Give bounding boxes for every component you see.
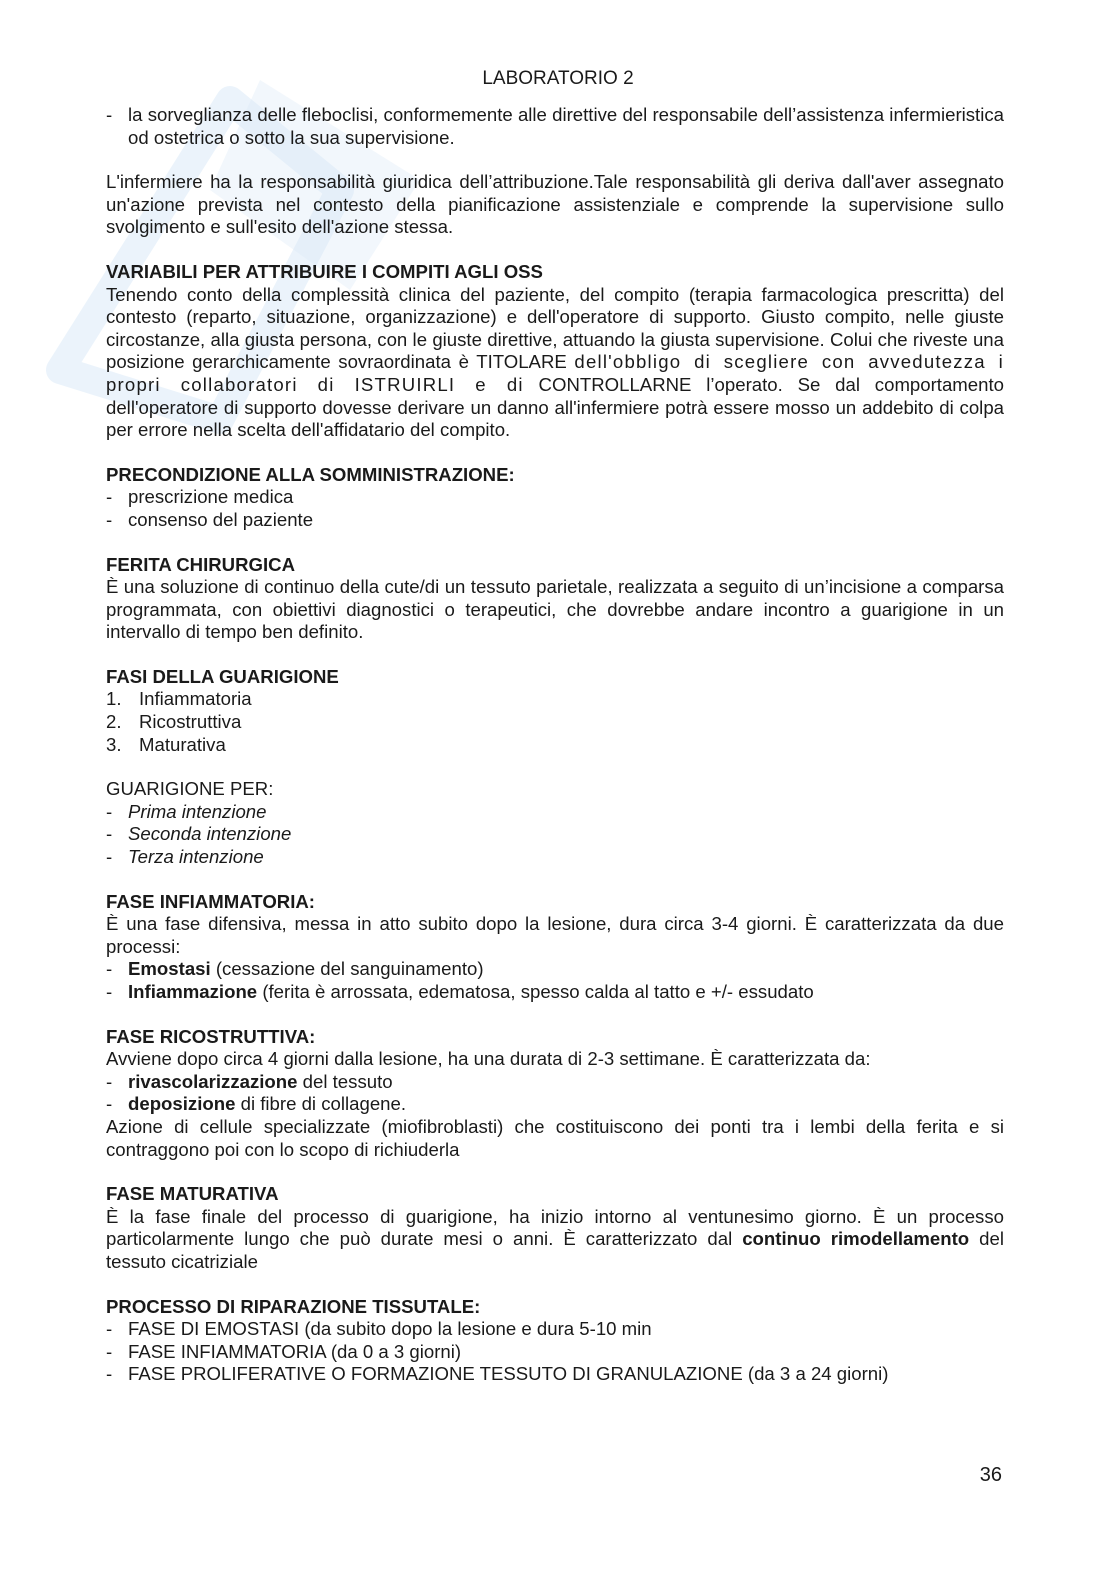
processo-list — [106, 1318, 1004, 1386]
fase-ricostruttiva-text: Avviene dopo circa 4 giorni dalla lesione, ha una durata di 2-3 settimane. È caratterizzata da: — [106, 1048, 871, 1070]
fase-ricostruttiva-list — [106, 1071, 1004, 1116]
list-item: - deposizione di fibre di collagene. — [106, 1093, 407, 1115]
list-item: - Terza intenzione — [106, 846, 264, 868]
list-item: - la sorveglianza delle fleboclisi, conformemente alle direttive del responsabile dell’assistenza infermieristica od ostetrica o sotto la sua supervisione. — [106, 104, 1004, 148]
section-heading-variabili: VARIABILI PER ATTRIBUIRE I COMPITI AGLI OSS — [106, 260, 543, 282]
guarigione-per-label: GUARIGIONE PER: — [106, 778, 274, 800]
list-item: - FASE PROLIFERATIVE O FORMAZIONE TESSUTO DI GRANULAZIONE (da 3 a 24 giorni) — [106, 1363, 889, 1385]
list-item: - FASE DI EMOSTASI (da subito dopo la lesione e dura 5-10 min — [106, 1318, 652, 1340]
section-heading-fase-maturativa: FASE MATURATIVA — [106, 1183, 279, 1205]
precondizione-list — [106, 486, 1004, 531]
responsibility-paragraph: L'infermiere ha la responsabilità giuridica dell’attribuzione.Tale responsabilità gli deriva dall'aver assegnato un'azione prevista nel contesto della pianificazione assistenziale e comprende la supervisione sullo svolgimento e sull'esito dell'azione stessa. — [106, 171, 1004, 238]
section-heading-fase-ricostruttiva: FASE RICOSTRUTTIVA: — [106, 1025, 316, 1047]
list-item: 1. Infiammatoria — [106, 688, 252, 710]
list-item: - FASE INFIAMMATORIA (da 0 a 3 giorni) — [106, 1340, 462, 1362]
list-item: - Seconda intenzione — [106, 823, 292, 845]
fase-maturativa-text: È la fase finale del processo di guarigione, ha inizio intorno al ventunesimo giorno. È un processo particolarmente lungo che può durate mesi o anni. È caratterizzato dal continuo rimodellamento del tessuto cicatriziale — [106, 1205, 1004, 1272]
dash-bullet: - — [106, 104, 113, 125]
list-item: - Infiammazione (ferita è arrossata, edematosa, spesso calda al tatto e +/- essudato — [106, 981, 814, 1002]
intro-list — [106, 104, 1004, 149]
guarigione-per-list — [106, 801, 1004, 869]
list-item: - prescrizione medica — [106, 486, 294, 508]
page-title: LABORATORIO 2 — [482, 68, 634, 89]
list-item: - Prima intenzione — [106, 800, 267, 822]
section-heading-ferita: FERITA CHIRURGICA — [106, 553, 296, 575]
section-heading-fase-infiammatoria: FASE INFIAMMATORIA: — [106, 890, 315, 912]
fase-infiammatoria-text: È una fase difensiva, messa in atto subito dopo la lesione, dura circa 3-4 giorni. È caratterizzata da due processi: — [106, 913, 1004, 957]
list-item: - Emostasi (cessazione del sanguinamento) — [106, 958, 484, 980]
document-body — [106, 104, 1004, 1386]
ferita-text: È una soluzione di continuo della cute/di un tessuto parietale, realizzata a seguito di un’incisione a comparsa programmata, con obiettivi diagnostici o terapeutici, che dovrebbe andare incontro a guarigione in un intervallo di tempo ben definito. — [106, 576, 1004, 643]
fase-infiammatoria-list — [106, 958, 1004, 1003]
section-heading-processo: PROCESSO DI RIPARAZIONE TISSUTALE: — [106, 1295, 481, 1317]
list-item: 2. Ricostruttiva — [106, 711, 242, 733]
list-item: - consenso del paziente — [106, 508, 314, 530]
section-heading-precondizione: PRECONDIZIONE ALLA SOMMINISTRAZIONE: — [106, 463, 515, 485]
section-heading-fasi: FASI DELLA GUARIGIONE — [106, 665, 339, 687]
variabili-text: Tenendo conto della complessità clinica del paziente, del compito (terapia farmacologica prescritta) del contesto (reparto, situazione, organizzazione) e dell'operatore di supporto. Giusto compito, nelle giuste circostanze, alla giusta persona, con le giuste direttive, attuando la giusta supervisione. Colui che riveste una posizione gerarchicamente sovraordinata è TITOLARE dell'obbligo di scegliere con avvedutezza i propri collaboratori di ISTRUIRLI e di CONTROLLARNE l’operato. Se dal comportamento dell'operatore di supporto dovesse derivare un danno all'infermiere potrà essere mosso un addebito di colpa per errore nella scelta dell'affidatario del compito. — [106, 283, 1004, 441]
fasi-list — [106, 688, 1004, 756]
page-number: 36 — [979, 1464, 1002, 1486]
fase-ricostruttiva-text-after: Azione di cellule specializzate (miofibroblasti) che costituiscono dei ponti tra i lembi della ferita e si contraggono poi con lo scopo di richiuderla — [106, 1115, 1004, 1160]
list-item: 3. Maturativa — [106, 733, 226, 755]
list-item: - rivascolarizzazione del tessuto — [106, 1070, 393, 1092]
